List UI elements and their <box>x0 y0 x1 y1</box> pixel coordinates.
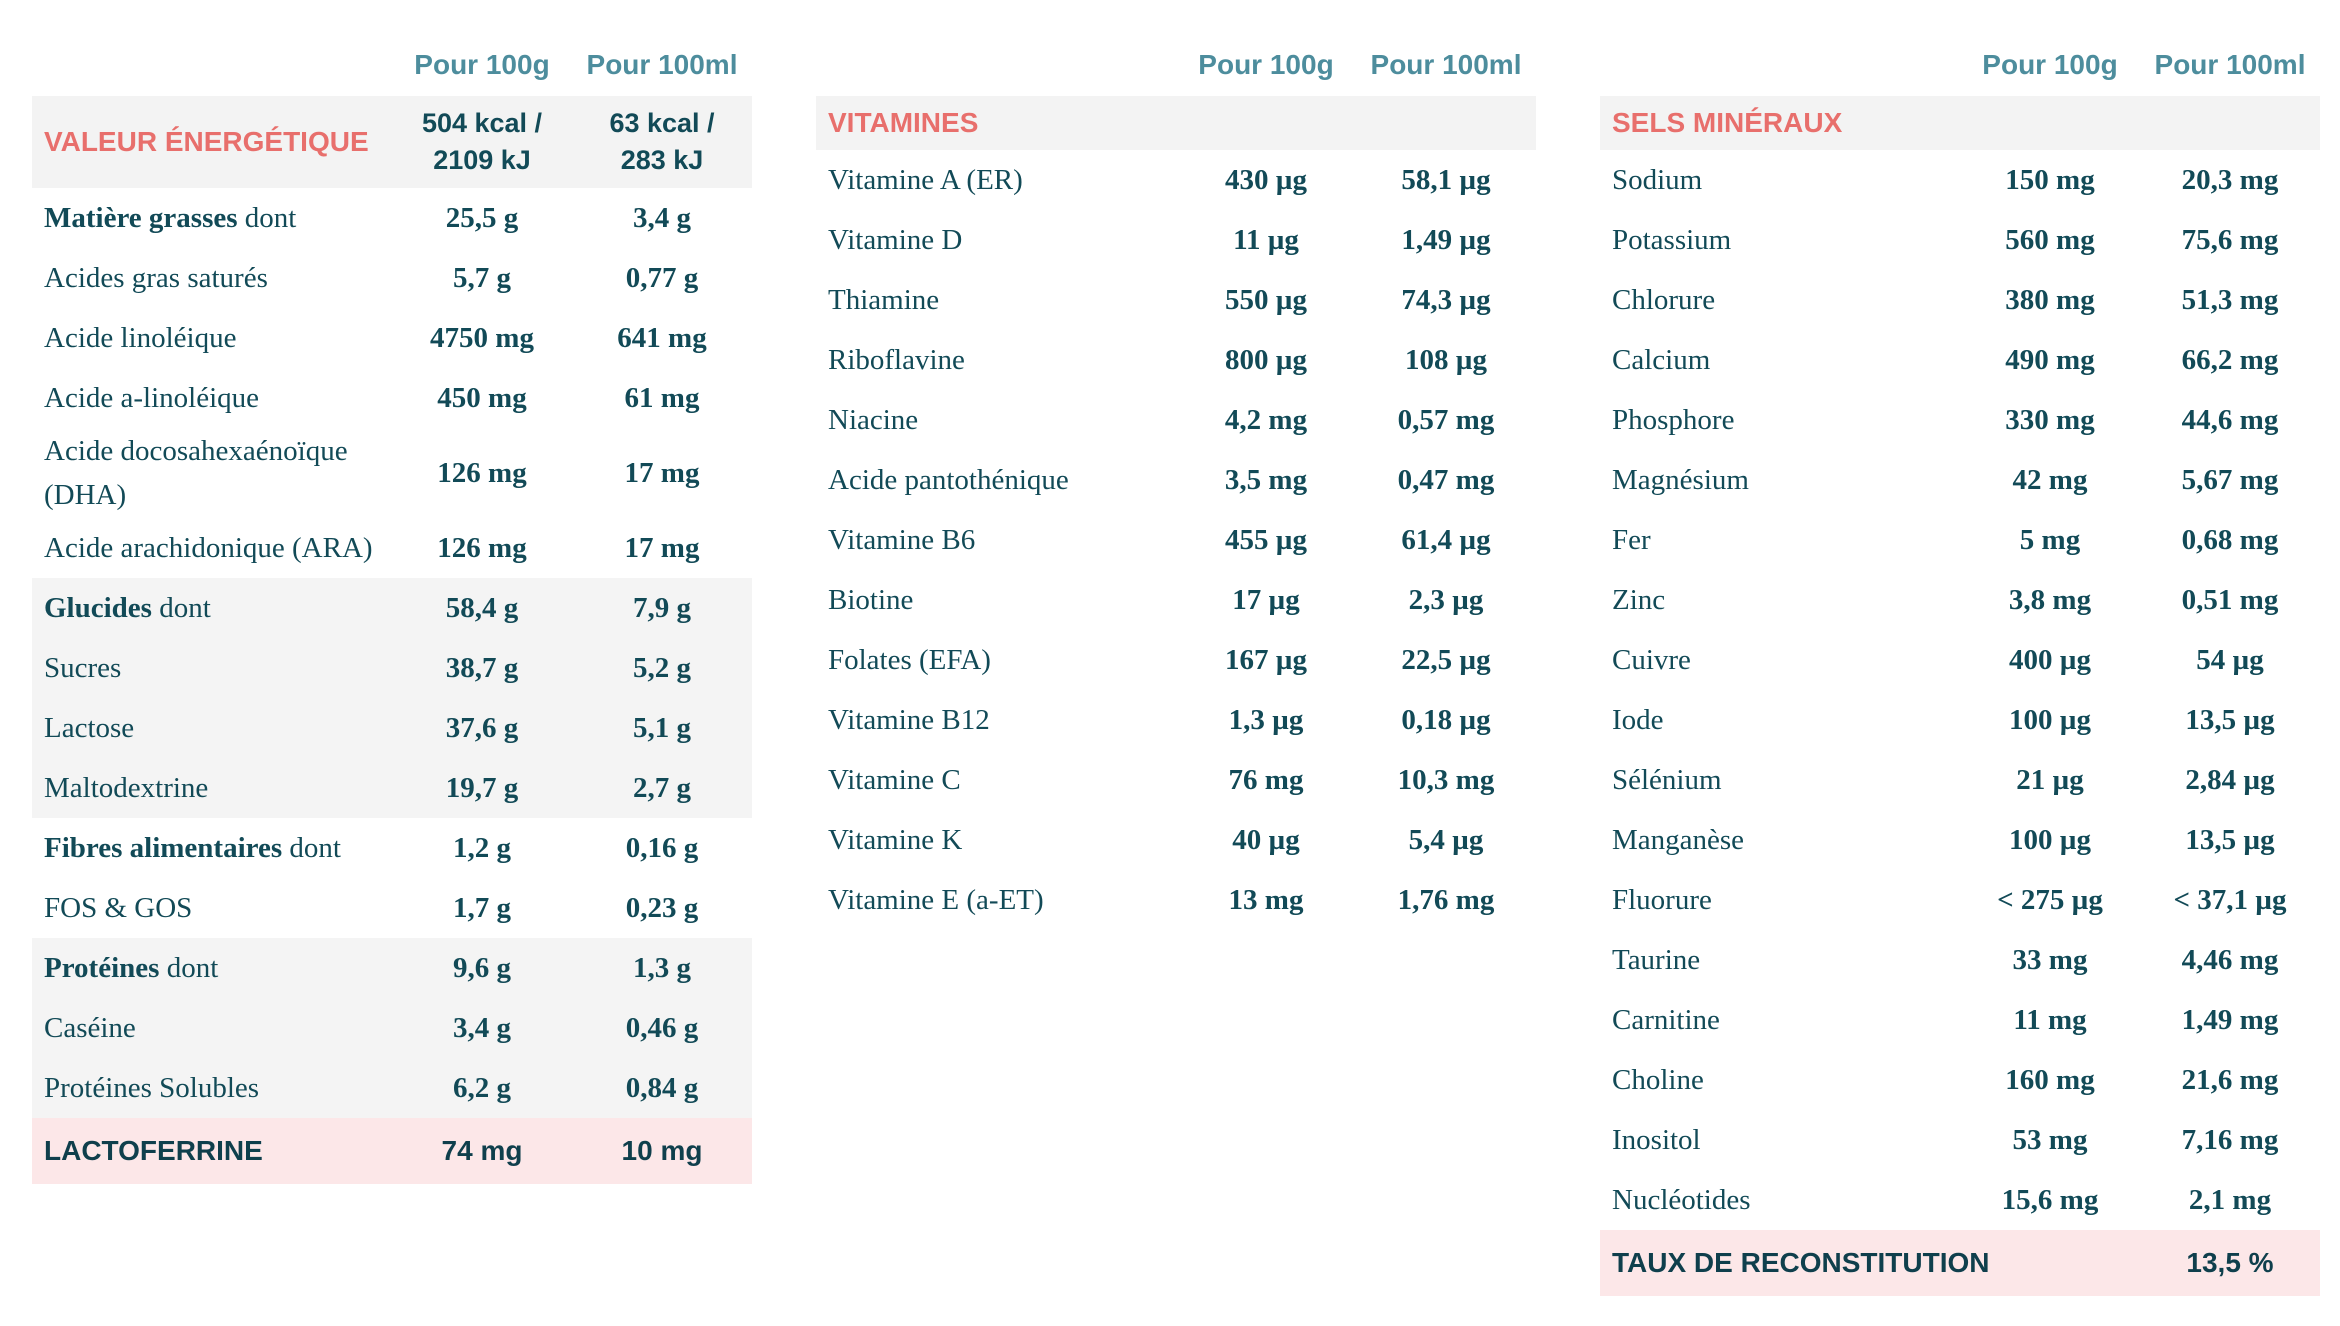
table-row <box>32 758 752 818</box>
row-value-100ml: 5,1 g <box>633 711 691 744</box>
table-row <box>32 998 752 1058</box>
row-value-100g: 100 µg <box>2009 823 2091 856</box>
row-value-100ml: 0,51 mg <box>2181 583 2279 616</box>
row-label-suffix: dont <box>159 952 219 984</box>
row-label: Acide a-linoléique <box>44 382 259 414</box>
section-title: SELS MINÉRAUX <box>1612 107 1843 138</box>
row-value-100ml: 61 mg <box>624 381 700 414</box>
row-label: Vitamine K <box>828 824 963 856</box>
row-label: Iode <box>1612 704 1664 736</box>
row-value-100g: 1,3 µg <box>1228 703 1304 736</box>
row-value-100ml: 0,23 g <box>625 891 699 924</box>
row-value-100g: 76 mg <box>1228 763 1304 796</box>
row-label: Acide pantothénique <box>828 464 1069 496</box>
row-label: Vitamine C <box>828 764 961 796</box>
row-value-100g: 380 mg <box>2005 283 2095 316</box>
row-value-100g: 3,8 mg <box>2008 583 2092 616</box>
row-label: Acide linoléique <box>44 322 237 354</box>
row-label-bold: Matière grasses <box>44 202 238 234</box>
row-value-100g: 25,5 g <box>445 201 519 234</box>
table-row <box>32 308 752 368</box>
row-value-100ml: 58,1 µg <box>1401 163 1491 196</box>
section-header-sels-mineraux <box>1600 96 2320 150</box>
row-value-100g: 15,6 mg <box>2001 1183 2099 1216</box>
column-header-row <box>816 34 1536 96</box>
row-value-100ml: 0,16 g <box>625 831 699 864</box>
row-label-suffix: dont <box>282 832 341 864</box>
row-label: Vitamine A (ER) <box>828 164 1023 196</box>
lactoferrine-value-100g: 74 mg <box>441 1135 523 1166</box>
table-row <box>1600 750 2320 810</box>
row-label: Riboflavine <box>828 344 965 376</box>
table-row <box>816 690 1536 750</box>
row-value-100ml: 2,3 µg <box>1408 583 1484 616</box>
table-row <box>32 698 752 758</box>
table-row <box>32 428 752 518</box>
energy-label: VALEUR ÉNERGÉTIQUE <box>44 126 369 157</box>
column-header-row <box>1600 34 2320 96</box>
row-value-100g: 11 mg <box>2013 1003 2087 1036</box>
row-value-100ml: 0,47 mg <box>1397 463 1495 496</box>
row-label: Potassium <box>1612 224 1732 256</box>
row-label: Carnitine <box>1612 1004 1720 1036</box>
row-label: Manganèse <box>1612 824 1745 856</box>
table-row <box>1600 150 2320 210</box>
row-label: Fluorure <box>1612 884 1712 916</box>
table-row <box>1600 1110 2320 1170</box>
row-value-100g: 19,7 g <box>445 771 519 804</box>
row-value-100ml: 5,4 µg <box>1408 823 1484 856</box>
row-value-100g: 6,2 g <box>453 1071 511 1104</box>
row-value-100ml: 2,1 mg <box>2188 1183 2272 1216</box>
row-value-100ml: 75,6 mg <box>2181 223 2279 256</box>
row-value-100g: 3,5 mg <box>1224 463 1308 496</box>
row-label-line2: (DHA) <box>44 479 127 511</box>
row-value-100g: 160 mg <box>2005 1063 2095 1096</box>
row-label: Thiamine <box>828 284 940 316</box>
row-value-100ml: 7,16 mg <box>2181 1123 2279 1156</box>
row-value-100g: 5 mg <box>2019 523 2081 556</box>
row-value-100ml: 17 mg <box>624 531 700 564</box>
row-label: Chlorure <box>1612 284 1716 316</box>
row-value-100ml: 1,3 g <box>633 951 691 984</box>
row-value-100ml: 5,67 mg <box>2181 463 2279 496</box>
row-value-100ml: 20,3 mg <box>2181 163 2279 196</box>
row-value-100ml: 2,84 µg <box>2185 763 2275 796</box>
lactoferrine-value-100ml: 10 mg <box>621 1135 703 1166</box>
row-value-100g: 11 µg <box>1233 223 1299 256</box>
table-row <box>1600 570 2320 630</box>
column-header-per-100g: Pour 100g <box>414 49 550 80</box>
row-label: Inositol <box>1612 1124 1701 1156</box>
row-value-100ml: 108 µg <box>1405 343 1487 376</box>
row-label: Zinc <box>1612 584 1666 616</box>
row-label <box>32 826 392 870</box>
row-value-100ml: 0,57 mg <box>1397 403 1495 436</box>
energy-kcal-100ml: 63 kcal / <box>609 108 715 138</box>
row-value-100ml: 5,2 g <box>633 651 691 684</box>
row-label-bold: Glucides <box>44 592 152 624</box>
energy-value-100ml <box>572 105 752 179</box>
row-value-100g: 400 µg <box>2009 643 2091 676</box>
row-value-100ml: 66,2 mg <box>2181 343 2279 376</box>
row-value-100g: 455 µg <box>1225 523 1307 556</box>
energy-kcal-100g: 504 kcal / <box>421 108 543 138</box>
table-row <box>816 450 1536 510</box>
section-header-vitamines <box>816 96 1536 150</box>
row-label <box>32 196 392 240</box>
column-header-per-100ml: Pour 100ml <box>1370 49 1522 80</box>
lactoferrine-label: LACTOFERRINE <box>44 1135 263 1166</box>
row-label: Vitamine E (a-ET) <box>828 884 1044 916</box>
table-row <box>816 750 1536 810</box>
table-row <box>1600 1050 2320 1110</box>
row-value-100ml: 0,84 g <box>625 1071 699 1104</box>
row-value-100g: 5,7 g <box>453 261 511 294</box>
row-label: Choline <box>1612 1064 1704 1096</box>
row-value-100g: 17 µg <box>1232 583 1300 616</box>
row-value-100g: 126 mg <box>437 456 527 489</box>
table-row <box>32 518 752 578</box>
table-row <box>816 390 1536 450</box>
table-row <box>1600 330 2320 390</box>
row-label <box>32 429 392 517</box>
row-label: Folates (EFA) <box>828 644 991 676</box>
table-row <box>32 188 752 248</box>
table-row <box>1600 990 2320 1050</box>
row-value-100ml: 0,77 g <box>625 261 699 294</box>
lactoferrine-row <box>32 1118 752 1184</box>
reconstitution-value: 13,5 % <box>2186 1247 2274 1278</box>
row-value-100g: 42 mg <box>2012 463 2088 496</box>
row-value-100ml: 44,6 mg <box>2181 403 2279 436</box>
column-header-per-100ml: Pour 100ml <box>2154 49 2306 80</box>
table-row <box>1600 690 2320 750</box>
row-label: FOS & GOS <box>44 892 193 924</box>
row-label-suffix: dont <box>237 202 297 234</box>
row-label: Calcium <box>1612 344 1711 376</box>
row-value-100g: 40 µg <box>1232 823 1300 856</box>
minerals-table <box>1600 34 2320 1296</box>
row-label: Fer <box>1612 524 1651 556</box>
table-row <box>32 638 752 698</box>
row-value-100g: 13 mg <box>1228 883 1304 916</box>
table-row <box>1600 270 2320 330</box>
table-row <box>32 818 752 878</box>
table-row <box>816 570 1536 630</box>
row-label: Caséine <box>44 1012 136 1044</box>
row-label <box>32 946 392 990</box>
row-label: Vitamine B6 <box>828 524 976 556</box>
energy-row <box>32 96 752 188</box>
row-value-100g: 560 mg <box>2005 223 2095 256</box>
row-value-100ml: 74,3 µg <box>1401 283 1491 316</box>
row-value-100g: 1,7 g <box>453 891 511 924</box>
row-value-100g: 3,4 g <box>453 1011 511 1044</box>
row-label: Cuivre <box>1612 644 1691 676</box>
row-value-100g: 53 mg <box>2012 1123 2088 1156</box>
table-row <box>1600 810 2320 870</box>
row-value-100ml: 1,49 µg <box>1401 223 1491 256</box>
row-value-100ml: 54 µg <box>2196 643 2264 676</box>
table-row <box>1600 930 2320 990</box>
row-value-100g: 37,6 g <box>445 711 519 744</box>
row-label: Phosphore <box>1612 404 1735 436</box>
energy-value-100g <box>392 105 572 179</box>
row-value-100ml: 1,76 mg <box>1397 883 1495 916</box>
vitamins-table <box>816 34 1536 930</box>
row-label <box>32 586 392 630</box>
row-value-100g: 100 µg <box>2009 703 2091 736</box>
row-value-100g: 150 mg <box>2005 163 2095 196</box>
row-value-100g: 490 mg <box>2005 343 2095 376</box>
row-value-100ml: 51,3 mg <box>2181 283 2279 316</box>
row-label: Vitamine D <box>828 224 963 256</box>
row-value-100g: 38,7 g <box>445 651 519 684</box>
row-value-100g: 330 mg <box>2005 403 2095 436</box>
row-value-100ml: 0,68 mg <box>2181 523 2279 556</box>
reconstitution-row <box>1600 1230 2320 1296</box>
table-row <box>32 368 752 428</box>
row-label: Niacine <box>828 404 919 436</box>
row-value-100g: 430 µg <box>1225 163 1307 196</box>
table-row <box>816 870 1536 930</box>
row-value-100ml: 7,9 g <box>633 591 691 624</box>
row-value-100g: 58,4 g <box>445 591 519 624</box>
column-header-row <box>32 34 752 96</box>
row-value-100ml: 3,4 g <box>633 201 691 234</box>
row-value-100ml: 0,18 µg <box>1401 703 1491 736</box>
table-row <box>1600 870 2320 930</box>
table-row <box>1600 510 2320 570</box>
row-label: Magnésium <box>1612 464 1749 496</box>
row-value-100ml: 0,46 g <box>625 1011 699 1044</box>
row-value-100g: 1,2 g <box>453 831 511 864</box>
row-label: Vitamine B12 <box>828 704 990 736</box>
row-label: Protéines Solubles <box>44 1072 260 1104</box>
table-row <box>32 248 752 308</box>
row-label-suffix: dont <box>151 592 211 624</box>
row-label: Biotine <box>828 584 914 616</box>
row-value-100ml: < 37,1 µg <box>2173 883 2287 916</box>
table-row <box>1600 390 2320 450</box>
row-label-bold: Protéines <box>44 952 160 984</box>
energy-kj-100g: 2109 kJ <box>433 145 531 175</box>
row-label: Acides gras saturés <box>44 262 268 294</box>
row-label-bold: Fibres alimentaires <box>44 832 283 864</box>
row-label: Acide arachidonique (ARA) <box>44 532 373 564</box>
section-title: VITAMINES <box>828 107 979 138</box>
row-value-100g: 21 µg <box>2016 763 2084 796</box>
row-value-100ml: 4,46 mg <box>2181 943 2279 976</box>
table-row <box>32 1058 752 1118</box>
row-value-100ml: 13,5 µg <box>2185 823 2275 856</box>
table-row <box>816 150 1536 210</box>
row-value-100g: 126 mg <box>437 531 527 564</box>
row-value-100ml: 61,4 µg <box>1401 523 1491 556</box>
row-label-line1: Acide docosahexaénoïque <box>44 435 348 467</box>
table-row <box>816 810 1536 870</box>
row-value-100g: 800 µg <box>1225 343 1307 376</box>
row-label: Nucléotides <box>1612 1184 1751 1216</box>
row-value-100g: 33 mg <box>2012 943 2088 976</box>
row-value-100ml: 2,7 g <box>633 771 691 804</box>
row-value-100ml: 13,5 µg <box>2185 703 2275 736</box>
column-header-per-100g: Pour 100g <box>1982 49 2118 80</box>
nutrition-table <box>32 34 752 1184</box>
row-value-100g: 4,2 mg <box>1224 403 1308 436</box>
row-label: Taurine <box>1612 944 1701 976</box>
row-value-100ml: 21,6 mg <box>2181 1063 2279 1096</box>
row-label: Maltodextrine <box>44 772 209 804</box>
table-row <box>816 330 1536 390</box>
table-row <box>1600 450 2320 510</box>
table-row <box>816 510 1536 570</box>
table-row <box>32 878 752 938</box>
table-row <box>32 938 752 998</box>
energy-kj-100ml: 283 kJ <box>620 145 704 175</box>
table-row <box>816 630 1536 690</box>
row-value-100ml: 641 mg <box>617 321 707 354</box>
row-value-100g: 4750 mg <box>430 321 534 354</box>
row-value-100g: 167 µg <box>1225 643 1307 676</box>
table-row <box>1600 630 2320 690</box>
column-header-per-100ml: Pour 100ml <box>586 49 738 80</box>
row-value-100ml: 1,49 mg <box>2181 1003 2279 1036</box>
reconstitution-label: TAUX DE RECONSTITUTION <box>1612 1247 1990 1278</box>
table-row <box>1600 210 2320 270</box>
row-label: Lactose <box>44 712 135 744</box>
row-label: Sodium <box>1612 164 1703 196</box>
row-value-100g: 9,6 g <box>453 951 511 984</box>
row-label: Sucres <box>44 652 122 684</box>
row-value-100ml: 10,3 mg <box>1397 763 1495 796</box>
row-value-100ml: 22,5 µg <box>1401 643 1491 676</box>
row-label: Sélénium <box>1612 764 1722 796</box>
row-value-100ml: 17 mg <box>624 456 700 489</box>
table-row <box>1600 1170 2320 1230</box>
table-row <box>816 210 1536 270</box>
row-value-100g: 550 µg <box>1225 283 1307 316</box>
row-value-100g: < 275 µg <box>1997 883 2103 916</box>
table-row <box>32 578 752 638</box>
table-row <box>816 270 1536 330</box>
column-header-per-100g: Pour 100g <box>1198 49 1334 80</box>
row-value-100g: 450 mg <box>437 381 527 414</box>
